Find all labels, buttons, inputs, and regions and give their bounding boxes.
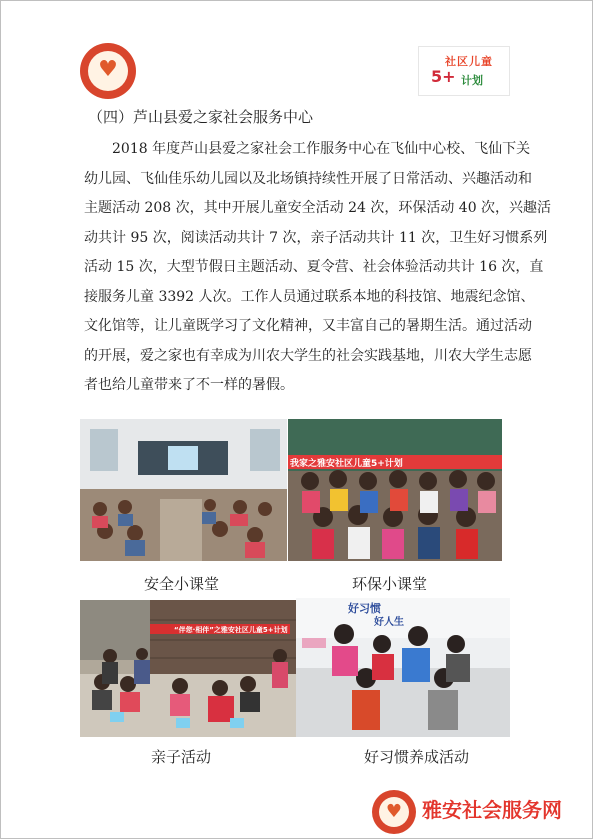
- paragraph-line: 活动 15 次，大型节假日主题活动、夏令营、社会体验活动共计 16 次，直: [84, 259, 544, 275]
- sign-good-life: 好人生: [374, 617, 404, 628]
- watermark-text: 雅安社会服务网: [422, 798, 562, 822]
- photo-parent-child: [80, 600, 296, 737]
- body-paragraph: [84, 135, 552, 401]
- caption-safety-class: 安全小课堂: [144, 575, 220, 593]
- heart-icon: ♥: [379, 797, 409, 827]
- sign-good-habits: 好习惯: [348, 602, 381, 615]
- photo-banner: “伴您·相伴”之雅安社区儿童5+计划: [174, 626, 288, 634]
- paragraph-line: 2018 年度芦山县爱之家社会工作服务中心在飞仙中心校、飞仙下关: [84, 141, 531, 157]
- caption-good-habits: 好习惯养成活动: [364, 748, 470, 766]
- program-logo: [418, 46, 510, 96]
- photo-banner: 我家之雅安社区儿童5+计划: [290, 459, 403, 469]
- photo-safety-class: [80, 419, 287, 561]
- watermark-logo: [372, 790, 416, 834]
- paragraph-line: 幼儿园、飞仙佳乐幼儿园以及北场镇持续性开展了日常活动、兴趣活动和: [84, 170, 532, 187]
- paragraph-line: 者也给儿童带来了不一样的暑假。: [84, 377, 294, 393]
- paragraph-line: 文化馆等，让儿童既学习了文化精神，又丰富自己的暑期生活。通过活动: [84, 318, 532, 334]
- section-heading: （四）芦山县爱之家社会服务中心: [88, 108, 314, 126]
- org-logo: [80, 43, 136, 99]
- paragraph-line: 的开展，爱之家也有幸成为川农大学生的社会实践基地，川农大学生志愿: [84, 347, 532, 364]
- paragraph-line: 动共计 95 次，阅读活动共计 7 次，亲子活动共计 11 次，卫生好习惯系列: [84, 229, 548, 246]
- caption-parent-child: 亲子活动: [151, 748, 212, 766]
- program-logo-num: 5+: [431, 67, 456, 86]
- program-logo-top: 社区儿童: [445, 55, 493, 68]
- caption-environment-class: 环保小课堂: [352, 575, 428, 593]
- photo-good-habits: [296, 598, 510, 737]
- paragraph-line: 主题活动 208 次，其中开展儿童安全活动 24 次，环保活动 40 次，兴趣活: [84, 200, 552, 216]
- photo-environment-class: [288, 419, 502, 561]
- program-logo-bottom: 计划: [461, 74, 483, 87]
- paragraph-line: 接服务儿童 3392 人次。工作人员通过联系本地的科技馆、地震纪念馆、: [84, 288, 535, 305]
- heart-icon: ♥: [98, 57, 118, 82]
